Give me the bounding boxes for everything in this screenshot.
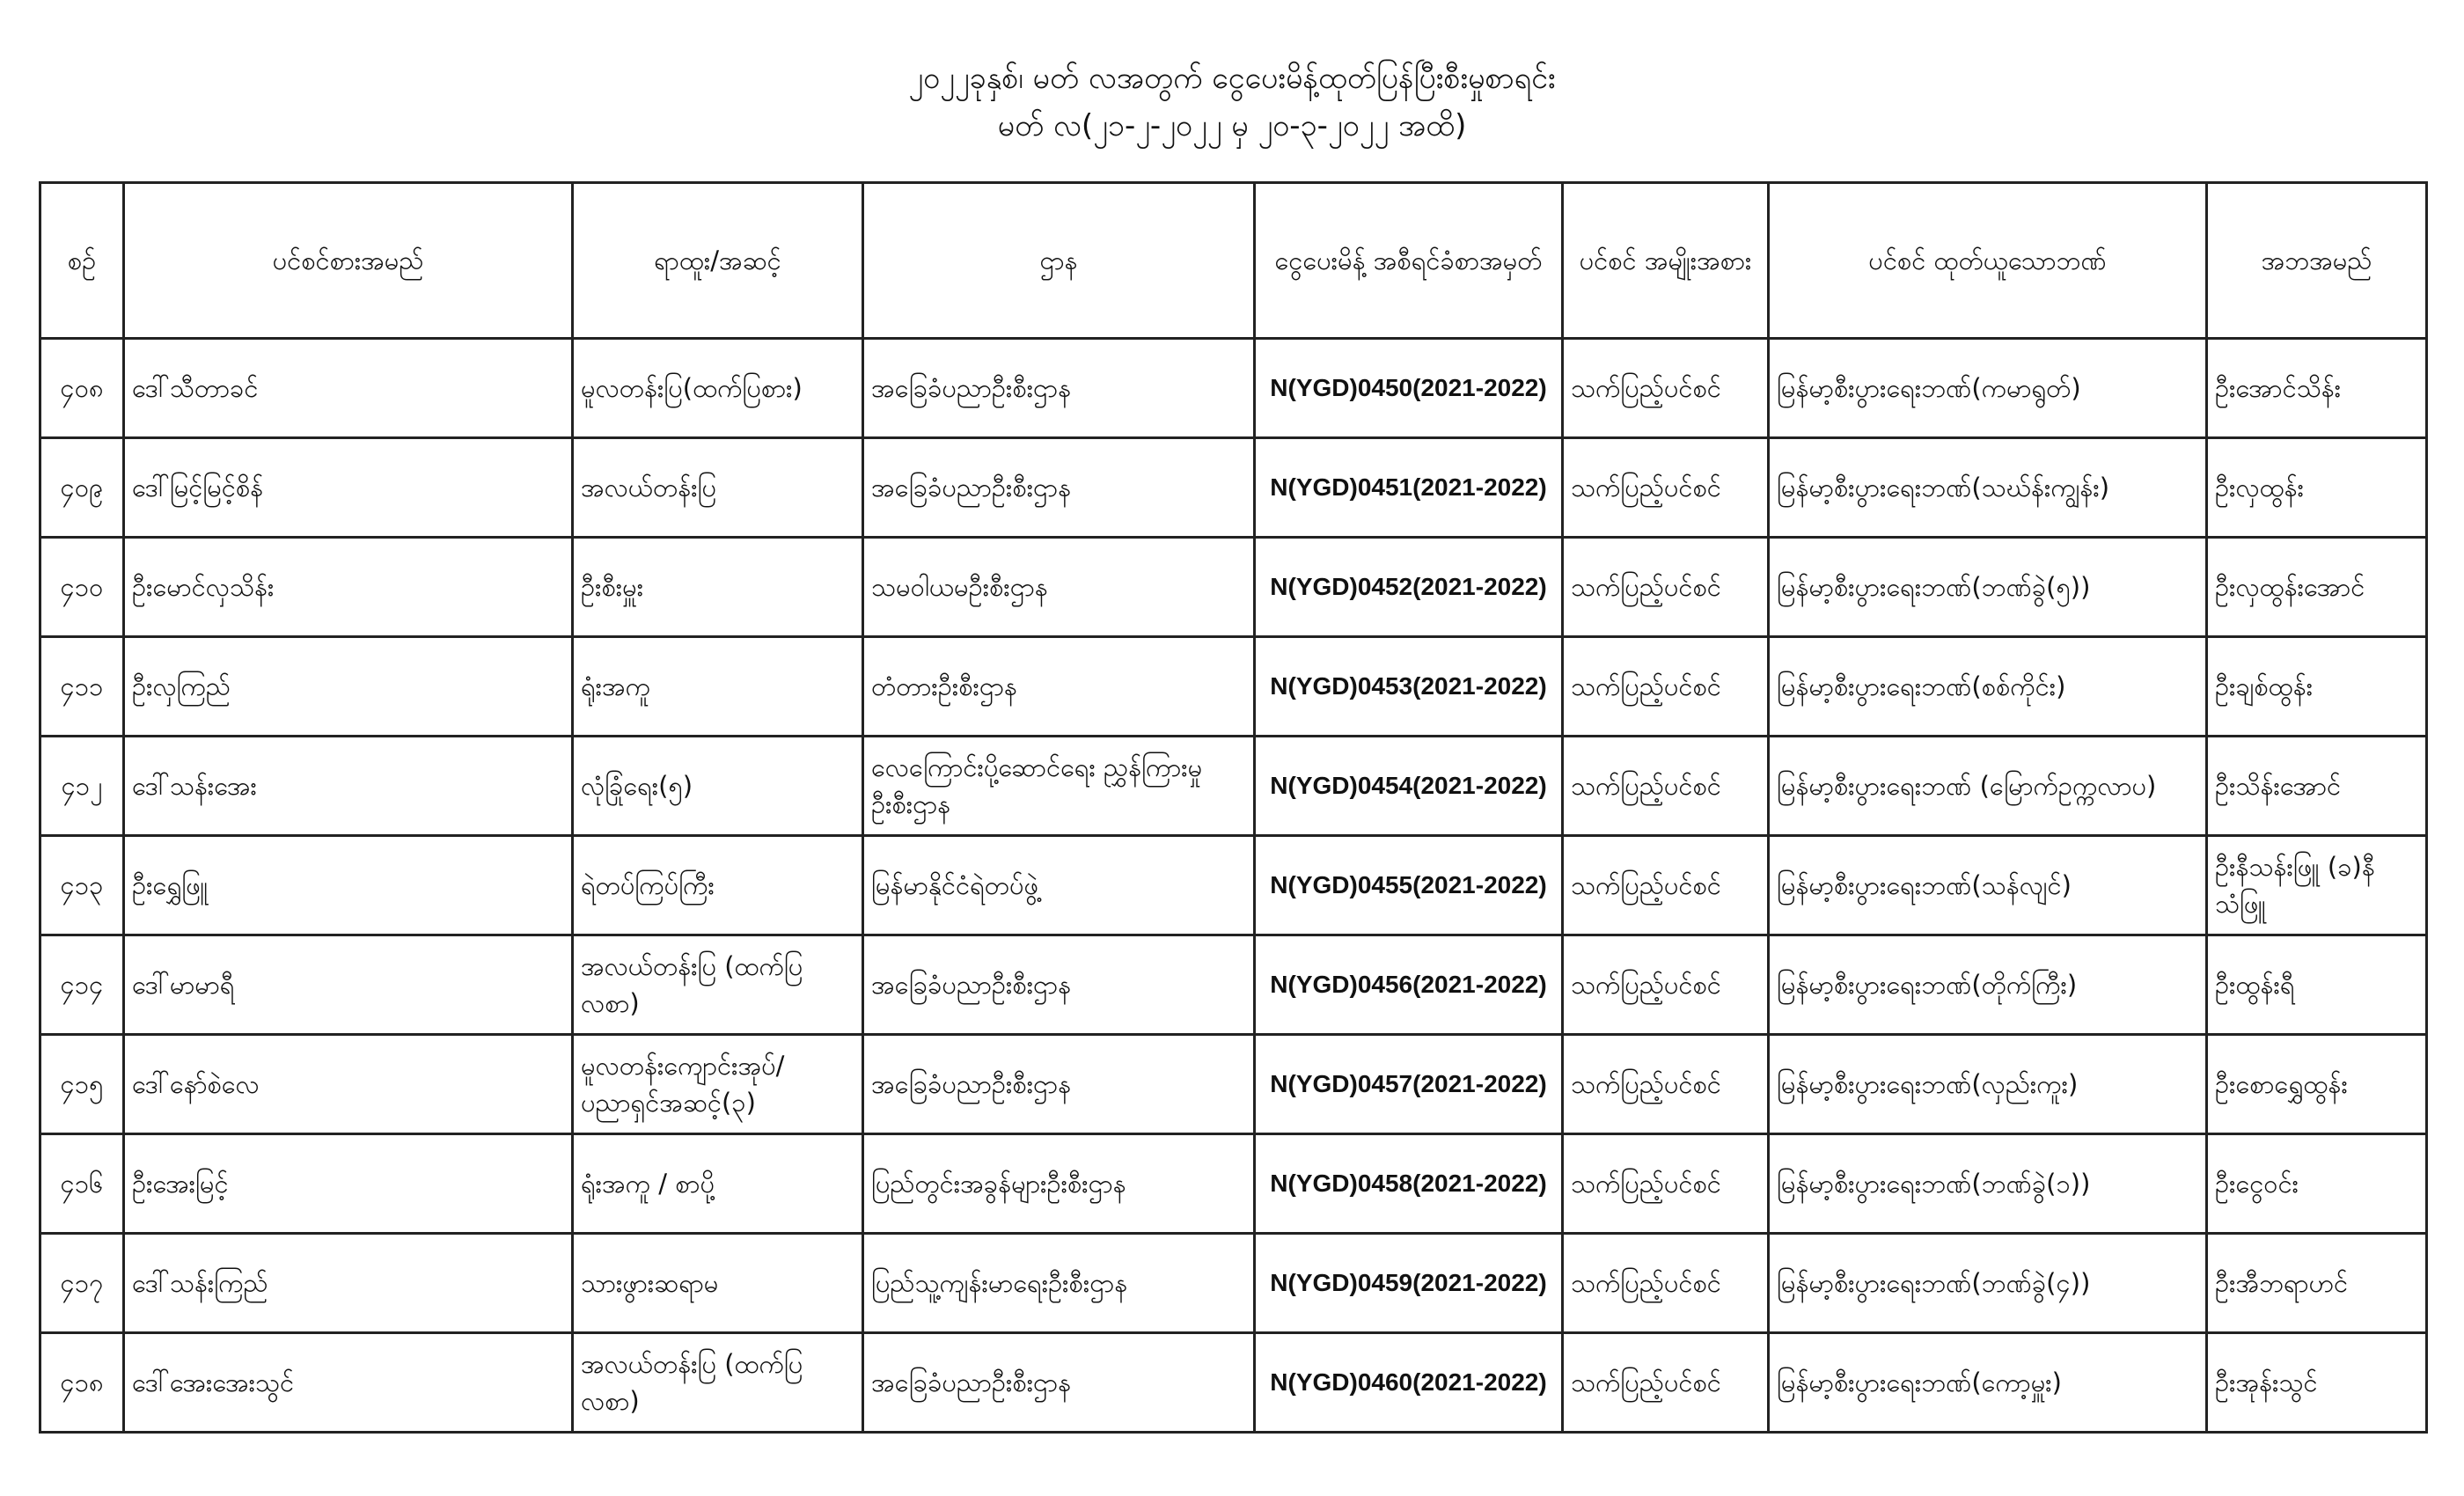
cell-pension-type: သက်ပြည့်ပင်စင် <box>1563 1234 1769 1333</box>
cell-pension-type: သက်ပြည့်ပင်စင် <box>1563 935 1769 1035</box>
cell-name: ဦးရွှေဖြူ <box>124 836 573 935</box>
cell-permit: N(YGD)0455(2021-2022) <box>1255 836 1563 935</box>
header-name: ပင်စင်စားအမည် <box>124 183 573 339</box>
cell-name: ဒေါ်မာမာရီ <box>124 935 573 1035</box>
cell-department: မြန်မာနိုင်ငံရဲတပ်ဖွဲ့ <box>863 836 1255 935</box>
cell-permit: N(YGD)0453(2021-2022) <box>1255 637 1563 737</box>
cell-no: ၄၁၃ <box>40 836 124 935</box>
cell-permit: N(YGD)0451(2021-2022) <box>1255 438 1563 538</box>
cell-name: ဒေါ်သန်းအေး <box>124 737 573 836</box>
cell-permit: N(YGD)0460(2021-2022) <box>1255 1333 1563 1433</box>
cell-bank: မြန်မာ့စီးပွားရေးဘဏ်(လှည်းကူး) <box>1769 1035 2207 1134</box>
cell-no: ၄၀၉ <box>40 438 124 538</box>
cell-rank: ရဲတပ်ကြပ်ကြီး <box>573 836 863 935</box>
cell-permit: N(YGD)0450(2021-2022) <box>1255 339 1563 438</box>
cell-bank: မြန်မာ့စီးပွားရေးဘဏ်(ကမာရွတ်) <box>1769 339 2207 438</box>
table-row <box>40 737 2427 836</box>
cell-name: ဒေါ်သီတာခင် <box>124 339 573 438</box>
cell-department: သမဝါယမဦးစီးဌာန <box>863 538 1255 637</box>
cell-bank: မြန်မာ့စီးပွားရေးဘဏ်(သဃ်န်းကျွန်း) <box>1769 438 2207 538</box>
cell-name: ဦးလှကြည် <box>124 637 573 737</box>
cell-rank: အလယ်တန်းပြ <box>573 438 863 538</box>
cell-permit: N(YGD)0456(2021-2022) <box>1255 935 1563 1035</box>
cell-pension-type: သက်ပြည့်ပင်စင် <box>1563 1134 1769 1234</box>
table-row <box>40 1234 2427 1333</box>
table-row <box>40 1134 2427 1234</box>
cell-bank: မြန်မာ့စီးပွားရေးဘဏ်(ဘဏ်ခွဲ(၄)) <box>1769 1234 2207 1333</box>
cell-department: အခြေခံပညာဦးစီးဌာန <box>863 1035 1255 1134</box>
cell-pension-type: သက်ပြည့်ပင်စင် <box>1563 1035 1769 1134</box>
cell-permit: N(YGD)0457(2021-2022) <box>1255 1035 1563 1134</box>
cell-name: ဒေါ်နော်စဲလေ <box>124 1035 573 1134</box>
cell-bank: မြန်မာ့စီးပွားရေးဘဏ်(ကော့မှူး) <box>1769 1333 2207 1433</box>
cell-rank: အလယ်တန်းပြ (ထက်ပြလစာ) <box>573 1333 863 1433</box>
cell-bank: မြန်မာ့စီးပွားရေးဘဏ်(သန်လျင်) <box>1769 836 2207 935</box>
header-bank: ပင်စင် ထုတ်ယူသောဘဏ် <box>1769 183 2207 339</box>
cell-pension-type: သက်ပြည့်ပင်စင် <box>1563 339 1769 438</box>
cell-pension-type: သက်ပြည့်ပင်စင် <box>1563 637 1769 737</box>
cell-name: ဒေါ်သန်းကြည် <box>124 1234 573 1333</box>
cell-pension-type: သက်ပြည့်ပင်စင် <box>1563 1333 1769 1433</box>
cell-rank: ဦးစီးမှူး <box>573 538 863 637</box>
table-row <box>40 836 2427 935</box>
cell-rank: လုံခြုံရေး(၅) <box>573 737 863 836</box>
table-row <box>40 1035 2427 1134</box>
title-line-1: ၂၀၂၂ခုနှစ်၊ မတ် လအတွက် ငွေပေးမိန့်ထုတ်ပြန်ပြီးစီးမှုစာရင်း <box>908 61 1556 96</box>
cell-department: အခြေခံပညာဦးစီးဌာန <box>863 1333 1255 1433</box>
cell-no: ၄၁၁ <box>40 637 124 737</box>
title-line-2: မတ် လ(၂၁-၂-၂၀၂၂ မှ ၂၀-၃-၂၀၂၂ အထိ) <box>997 108 1467 143</box>
cell-no: ၄၁၆ <box>40 1134 124 1234</box>
cell-bank: မြန်မာ့စီးပွားရေးဘဏ် (မြောက်ဥက္ကလာပ) <box>1769 737 2207 836</box>
cell-pension-type: သက်ပြည့်ပင်စင် <box>1563 737 1769 836</box>
header-department: ဌာန <box>863 183 1255 339</box>
cell-no: ၄၁၈ <box>40 1333 124 1433</box>
cell-permit: N(YGD)0452(2021-2022) <box>1255 538 1563 637</box>
cell-father: ဦးအုန်းသွင် <box>2207 1333 2427 1433</box>
cell-father: ဦးအီဘရာဟင် <box>2207 1234 2427 1333</box>
cell-rank: သားဖွားဆရာမ <box>573 1234 863 1333</box>
cell-bank: မြန်မာ့စီးပွားရေးဘဏ်(တိုက်ကြီး) <box>1769 935 2207 1035</box>
cell-department: အခြေခံပညာဦးစီးဌာန <box>863 935 1255 1035</box>
header-pension-type: ပင်စင် အမျိုးအစား <box>1563 183 1769 339</box>
cell-bank: မြန်မာ့စီးပွားရေးဘဏ်(ဘဏ်ခွဲ(၅)) <box>1769 538 2207 637</box>
cell-father: ဦးစောရွှေထွန်း <box>2207 1035 2427 1134</box>
cell-department: အခြေခံပညာဦးစီးဌာန <box>863 438 1255 538</box>
cell-no: ၄၁၂ <box>40 737 124 836</box>
cell-rank: မူလတန်းပြ(ထက်ပြစား) <box>573 339 863 438</box>
table-row <box>40 438 2427 538</box>
pension-table <box>39 181 2428 1434</box>
header-father: အဘအမည် <box>2207 183 2427 339</box>
cell-father: ဦးနီသန်းဖြူ (ခ)နီသံဖြူ <box>2207 836 2427 935</box>
cell-father: ဦးသိန်းအောင် <box>2207 737 2427 836</box>
cell-permit: N(YGD)0459(2021-2022) <box>1255 1234 1563 1333</box>
cell-father: ဦးထွန်းရီ <box>2207 935 2427 1035</box>
cell-department: ပြည်တွင်းအခွန်များဦးစီးဌာန <box>863 1134 1255 1234</box>
cell-permit: N(YGD)0454(2021-2022) <box>1255 737 1563 836</box>
cell-department: အခြေခံပညာဦးစီးဌာန <box>863 339 1255 438</box>
cell-permit: N(YGD)0458(2021-2022) <box>1255 1134 1563 1234</box>
cell-rank: ရုံးအကူ / စာပို့ <box>573 1134 863 1234</box>
cell-bank: မြန်မာ့စီးပွားရေးဘဏ်(စစ်ကိုင်း) <box>1769 637 2207 737</box>
cell-name: ဦးအေးမြင့် <box>124 1134 573 1234</box>
cell-name: ဦးမောင်လှသိန်း <box>124 538 573 637</box>
cell-no: ၄၁၇ <box>40 1234 124 1333</box>
cell-bank: မြန်မာ့စီးပွားရေးဘဏ်(ဘဏ်ခွဲ(၁)) <box>1769 1134 2207 1234</box>
document-title <box>0 55 2464 150</box>
cell-rank: အလယ်တန်းပြ (ထက်ပြလစာ) <box>573 935 863 1035</box>
header-no: စဉ် <box>40 183 124 339</box>
table-row <box>40 1333 2427 1433</box>
cell-department: တံတားဦးစီးဌာန <box>863 637 1255 737</box>
cell-pension-type: သက်ပြည့်ပင်စင် <box>1563 836 1769 935</box>
cell-father: ဦးအောင်သိန်း <box>2207 339 2427 438</box>
cell-no: ၄၁၄ <box>40 935 124 1035</box>
cell-rank: မူလတန်းကျောင်းအုပ်/ ပညာရှင်အဆင့်(၃) <box>573 1035 863 1134</box>
cell-pension-type: သက်ပြည့်ပင်စင် <box>1563 538 1769 637</box>
cell-father: ဦးလှထွန်းအောင် <box>2207 538 2427 637</box>
cell-father: ဦးချစ်ထွန်း <box>2207 637 2427 737</box>
cell-department: လေကြောင်းပို့ဆောင်ရေး ညွှန်ကြားမှုဦးစီးဌာန <box>863 737 1255 836</box>
cell-name: ဒေါ်အေးအေးသွင် <box>124 1333 573 1433</box>
header-permit: ငွေပေးမိန့် အစီရင်ခံစာအမှတ် <box>1255 183 1563 339</box>
cell-name: ဒေါ်မြင့်မြင့်စိန် <box>124 438 573 538</box>
cell-no: ၄၁၀ <box>40 538 124 637</box>
cell-father: ဦးလှထွန်း <box>2207 438 2427 538</box>
table-header-row <box>40 183 2427 339</box>
table-row <box>40 935 2427 1035</box>
pension-table-container <box>39 181 2425 1434</box>
cell-father: ဦးငွေဝင်း <box>2207 1134 2427 1234</box>
cell-no: ၄၀၈ <box>40 339 124 438</box>
cell-no: ၄၁၅ <box>40 1035 124 1134</box>
cell-rank: ရုံးအကူ <box>573 637 863 737</box>
header-rank: ရာထူး/အဆင့် <box>573 183 863 339</box>
cell-department: ပြည်သူ့ကျန်းမာရေးဦးစီးဌာန <box>863 1234 1255 1333</box>
table-row <box>40 637 2427 737</box>
table-row <box>40 538 2427 637</box>
table-row <box>40 339 2427 438</box>
cell-pension-type: သက်ပြည့်ပင်စင် <box>1563 438 1769 538</box>
